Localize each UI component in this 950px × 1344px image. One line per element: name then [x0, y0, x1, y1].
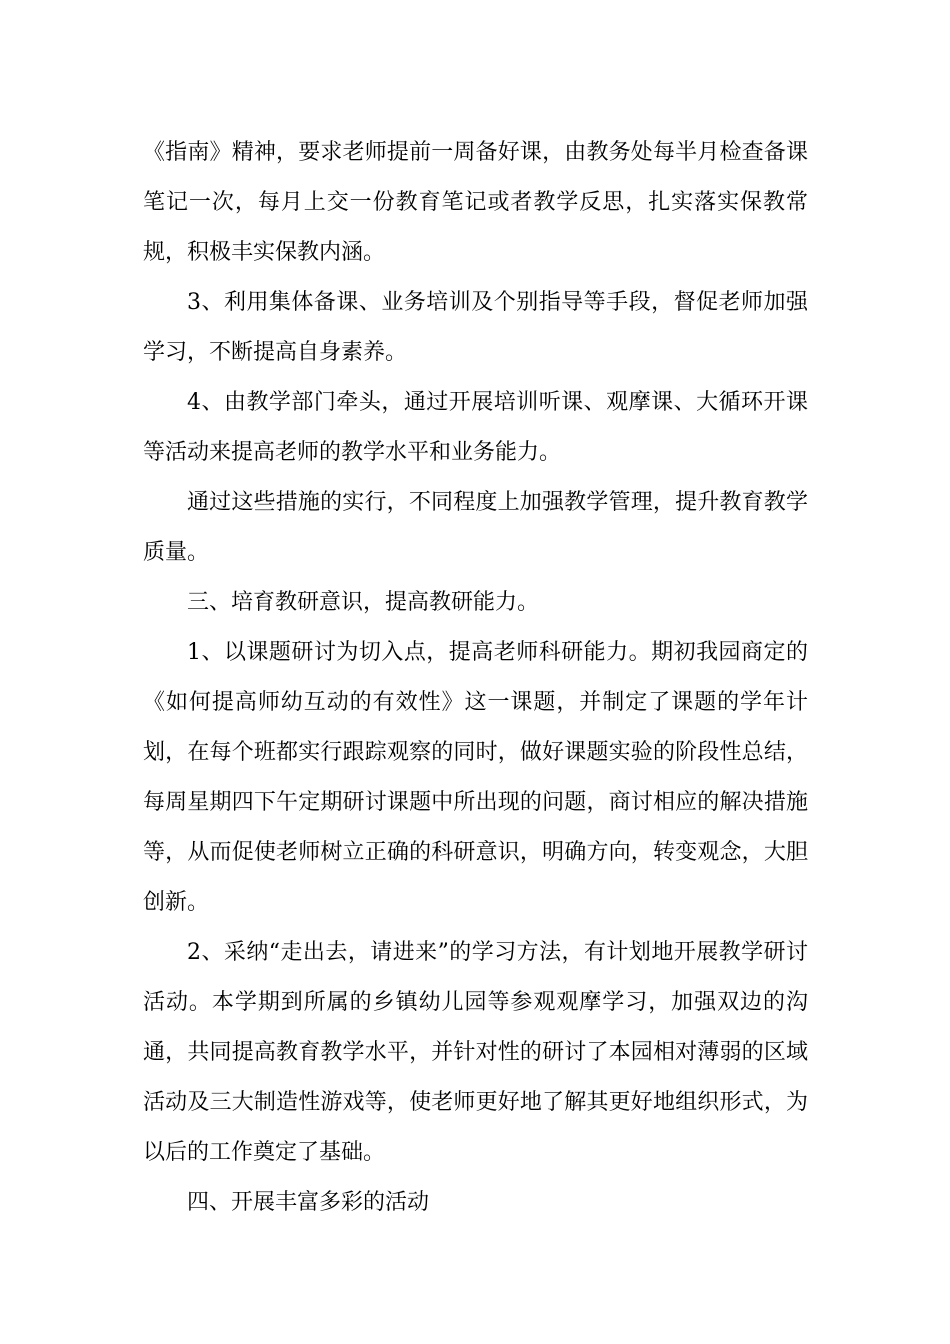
paragraph-summary: 通过这些措施的实行，不同程度上加强教学管理，提升教育教学质量。 [143, 490, 808, 565]
section-heading-3: 三、培育教研意识，提高教研能力。 [187, 590, 540, 615]
paragraph-research-item-2: 2、采纳“走出去，请进来”的学习方法，有计划地开展教学研讨活动。本学期到所属的乡镇幼儿园等参观观摩学习，加强双边的沟通，共同提高教育教学水平，并针对性的研讨了本园相对薄弱的区域活动及三大制造性游戏等，使老师更好地了解其更好地组织形式，为以后的工作奠定了基础。 [143, 940, 808, 1165]
paragraph-research-item-1: 1、以课题研讨为切入点，提高老师科研能力。期初我园商定的《如何提高师幼互动的有效性》这一课题，并制定了课题的学年计划，在每个班都实行跟踪观察的同时，做好课题实验的阶段性总结，每周星期四下午定期研讨课题中所出现的问题，商讨相应的解决措施等，从而促使老师树立正确的科研意识，明确方向，转变观念，大胆创新。 [143, 640, 808, 915]
document-body [143, 128, 808, 1228]
section-heading-4: 四、开展丰富多彩的活动 [187, 1190, 430, 1215]
paragraph-item-4: 4、由教学部门牵头，通过开展培训听课、观摩课、大循环开课等活动来提高老师的教学水平和业务能力。 [143, 390, 808, 465]
paragraph-guideline-continuation: 《指南》精神，要求老师提前一周备好课，由教务处每半月检查备课笔记一次，每月上交一份教育笔记或者教学反思，扎实落实保教常规，积极丰实保教内涵。 [143, 140, 808, 265]
paragraph-item-3: 3、利用集体备课、业务培训及个别指导等手段，督促老师加强学习，不断提高自身素养。 [143, 290, 808, 365]
